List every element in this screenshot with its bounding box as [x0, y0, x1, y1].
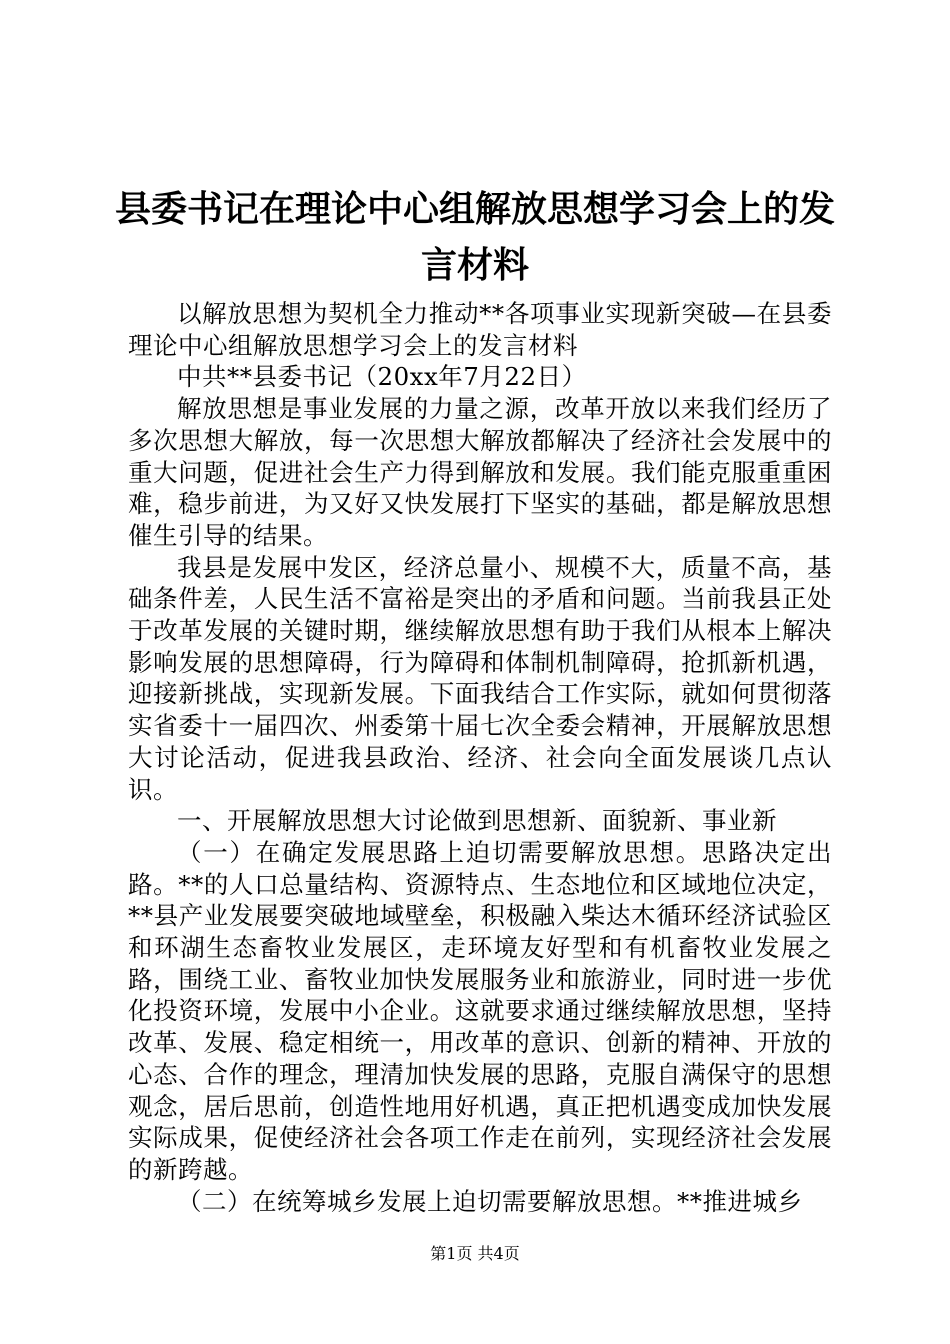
page-number-footer: 第1页 共4页: [430, 1244, 520, 1263]
subtitle-paragraph: 以解放思想为契机全力推动**各项事业实现新突破—在县委理论中心组解放思想学习会上的发言材料: [128, 299, 832, 360]
author-date-line: 中共**县委书记（20xx年7月22日）: [177, 362, 587, 392]
section-heading: 一、开展解放思想大讨论做到思想新、面貌新、事业新: [177, 806, 777, 836]
body-paragraph: （一）在确定发展思路上迫切需要解放思想。思路决定出路。**的人口总量结构、资源特点、生态地位和区域地位决定，**县产业发展要突破地域壁垒，积极融入柴达木循环经济试验区和环湖生态畜牧业发展区，走环境友好型和有机畜牧业发展之路，围绕工业、畜牧业加快发展服务业和旅游业，同时进一步优化投资环境，发展中小企业。这就要求通过继续解放思想，坚持改革、发展、稳定相统一，用改革的意识、创新的精神、开放的心态、合作的理念，理清加快发展的思路，克服自满保守的思想观念，居后思前，创造性地用好机遇，真正把机遇变成加快发展实际成果，促使经济社会各项工作走在前列，实现经济社会发展的新跨越。: [128, 837, 832, 1184]
body-paragraph: 我县是发展中发区，经济总量小、规模不大，质量不高，基础条件差，人民生活不富裕是突出的矛盾和问题。当前我县正处于改革发展的关键时期，继续解放思想有助于我们从根本上解决影响发展的思想障碍，行为障碍和体制机制障碍，抢抓新机遇，迎接新挑战，实现新发展。下面我结合工作实际，就如何贯彻落实省委十一届四次、州委第十届七次全委会精神，开展解放思想大讨论活动，促进我县政治、经济、社会向全面发展谈几点认识。: [128, 552, 832, 804]
document-body: [128, 298, 832, 1217]
body-paragraph: （二）在统筹城乡发展上迫切需要解放思想。**推进城乡: [177, 1186, 803, 1216]
body-paragraph: 解放思想是事业发展的力量之源，改革开放以来我们经历了多次思想大解放，每一次思想大解放都解决了经济社会发展中的重大问题，促进社会生产力得到解放和发展。我们能克服重重困难，稳步前进，为又好又快发展打下坚实的基础，都是解放思想催生引导的结果。: [128, 394, 832, 550]
document-title: 县委书记在理论中心组解放思想学习会上的发言材料: [114, 189, 835, 287]
